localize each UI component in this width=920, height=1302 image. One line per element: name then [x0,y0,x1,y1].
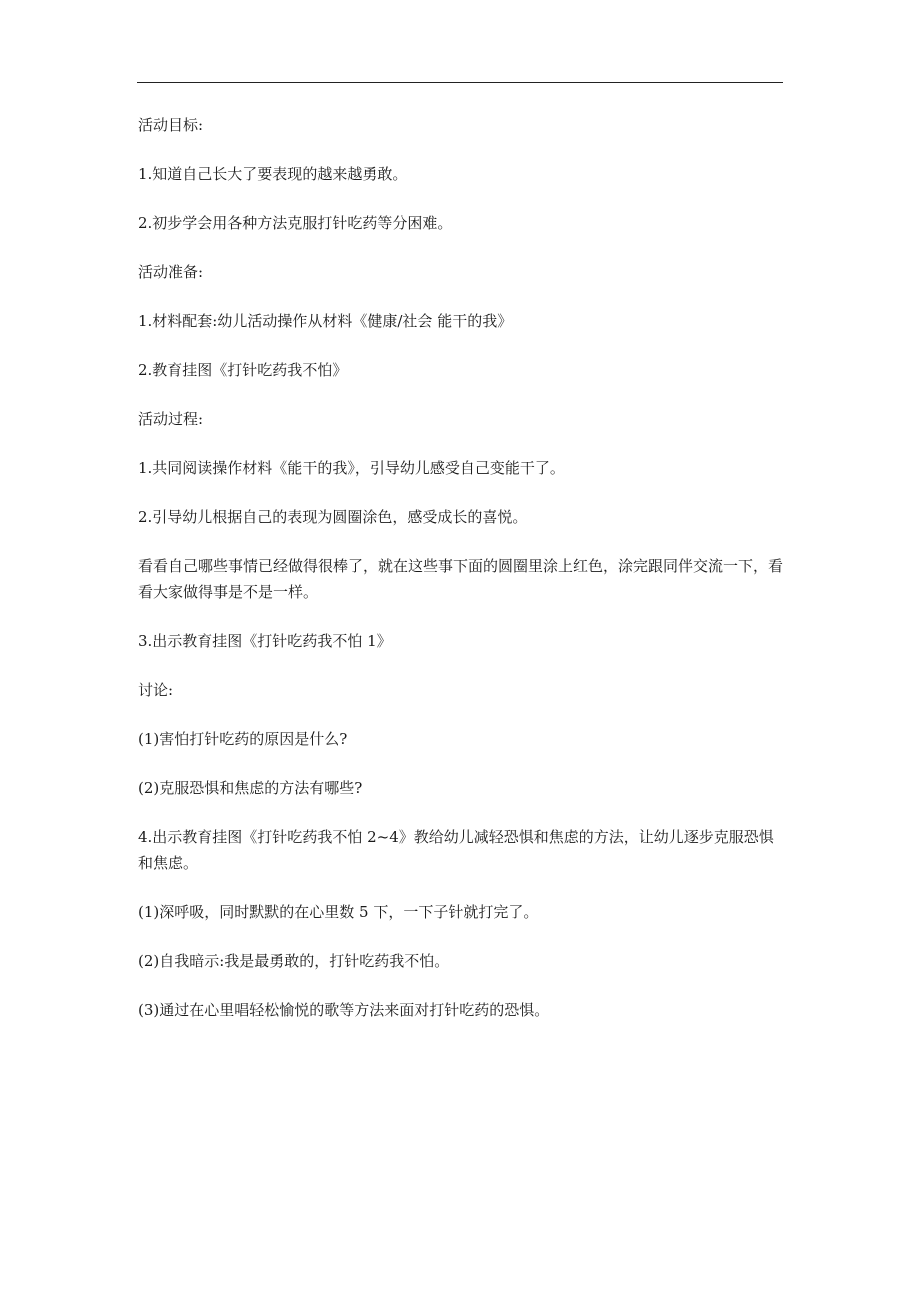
method-item-2: (2)自我暗示:我是最勇敢的，打针吃药我不怕。 [138,952,450,970]
section-heading-goals: 活动目标: [138,116,204,134]
section-heading-process: 活动过程: [138,410,204,428]
process-step-2-detail: 看看自己哪些事情已经做得很棒了，就在这些事下面的圆圈里涂上红色，涂完跟同伴交流一下，看看大家做得事是不是一样。 [138,557,784,601]
process-step-3: 3.出示教育挂图《打针吃药我不怕 1》 [138,632,392,650]
header-rule [137,82,783,83]
method-item-1: (1)深呼吸，同时默默的在心里数 5 下，一下子针就打完了。 [138,903,539,921]
preparation-item-1: 1.材料配套:幼儿活动操作从材料《健康/社会 能干的我》 [138,312,513,330]
process-step-1: 1.共同阅读操作材料《能干的我》，引导幼儿感受自己变能干了。 [138,459,565,477]
discussion-heading: 讨论: [138,681,174,699]
goal-item-2: 2.初步学会用各种方法克服打针吃药等分困难。 [138,214,453,232]
method-item-3: (3)通过在心里唱轻松愉悦的歌等方法来面对打针吃药的恐惧。 [138,1001,550,1019]
discussion-question-2: (2)克服恐惧和焦虑的方法有哪些? [138,779,363,797]
document-body [138,112,783,1046]
goal-item-1: 1.知道自己长大了要表现的越来越勇敢。 [138,165,408,183]
section-heading-preparation: 活动准备: [138,263,204,281]
process-step-2: 2.引导幼儿根据自己的表现为圆圈涂色，感受成长的喜悦。 [138,508,528,526]
process-step-4: 4.出示教育挂图《打针吃药我不怕 2~4》教给幼儿减轻恐惧和焦虑的方法，让幼儿逐步克服恐惧和焦虑。 [138,828,774,872]
discussion-question-1: (1)害怕打针吃药的原因是什么? [138,730,348,748]
preparation-item-2: 2.教育挂图《打针吃药我不怕》 [138,361,348,379]
